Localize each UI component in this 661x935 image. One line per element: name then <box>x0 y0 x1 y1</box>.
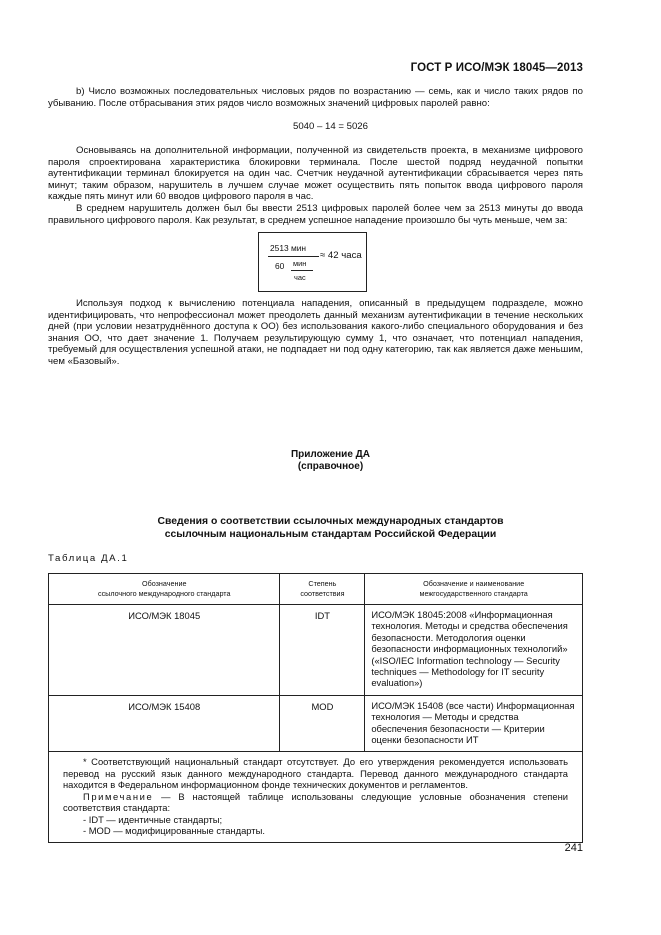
section-title-line: Сведения о соответствии ссылочных международных стандартов <box>157 516 504 527</box>
paragraph-text: В среднем нарушитель должен был бы ввести 2513 цифровых паролей более чем за 2513 минуты до ввода правильного цифрового пароля. Как результат, в среднем успешное нападение произошло бы чуть меньше, чем за: <box>48 202 583 226</box>
paragraph-text: Основываясь на дополнительной информации, полученной из свидетельств проекта, в механизме цифрового пароля спроектирована характеристика блокировки терминала. После шестой подряд неудачной попытки аутентификации терминал блокируется на один час. Счетчик неудачной аутентификации сбрасывается через пять минут; таким образом, нарушитель в лучшем случае может осуществить пять попыток ввода цифрового пароля каждые пять минут или 60 вводов цифрового пароля в час. <box>48 145 583 203</box>
paragraph-block-mid <box>48 145 583 226</box>
header-line: межгосударственного стандарта <box>419 589 528 598</box>
table-notes <box>49 752 583 843</box>
legend-item: - MOD — модифицированные стандарты. <box>83 824 265 836</box>
appendix-title: Приложение ДА <box>290 449 371 460</box>
section-title-line: ссылочным национальным стандартам Российской Федерации <box>164 529 497 540</box>
paragraph-b <box>48 86 583 109</box>
paragraph-text: Используя подход к вычислению потенциала нападения, описанный в предыдущем подразделе, можно идентифицировать, что непрофессионал может преодолеть данный механизм аутентификации в течение нескольких дней (при условии незатруднённого доступа к ОО) без использования какого-либо специального оборудования и без знания ОО, что дает значение 1. Получаем результирующую сумму 1, что означает, что потенциал нападения, требуемый для осуществления успешной атаки, не подпадает ни под одну категорию, так как является даже меньшим, чем «Базовый». <box>48 298 583 367</box>
cell-reference: ИСО/МЭК 15408 <box>49 695 280 752</box>
table-notes-row <box>49 752 583 843</box>
formula-count: 5040 – 14 = 5026 <box>293 121 368 132</box>
cell-degree: IDT <box>280 605 365 696</box>
table-row <box>49 695 583 752</box>
cell-standard-name: ИСО/МЭК 18045:2008 «Информационная технология. Методы и средства обеспечения безопасности. Методология оценки безопасности информационных технологий» («ISO/IEC Information technology — Security techniques — Methodology for IT security evaluation») <box>365 605 583 696</box>
formula-numerator: 2513 мин <box>270 243 307 253</box>
page-number: 241 <box>564 842 583 854</box>
fraction-bar <box>268 256 319 257</box>
formula-denominator-unit-bottom: час <box>294 273 306 282</box>
table-row <box>49 605 583 696</box>
header-line: ссылочного международного стандарта <box>97 589 231 598</box>
column-header <box>49 574 280 605</box>
formula-box <box>258 232 367 292</box>
header-line: Обозначение и наименование <box>423 579 525 589</box>
paragraph-conclusion <box>48 298 583 368</box>
legend-item: - IDT — идентичные стандарты; <box>83 813 223 825</box>
cell-standard-name: ИСО/МЭК 15408 (все части) Информационная технология — Методы и средства обеспечения безопасности — Критерии оценки безопасности ИТ <box>365 695 583 752</box>
appendix-heading <box>0 449 661 472</box>
column-header <box>365 574 583 605</box>
section-title <box>0 515 661 541</box>
fraction-bar-small <box>291 270 313 271</box>
table-caption: Таблица ДА.1 <box>48 553 129 564</box>
column-header <box>280 574 365 605</box>
paragraph-text: b) Число возможных последовательных числовых рядов по возрастанию — семь, как и число таких рядов по убыванию. После отбрасывания этих рядов число возможных значений цифровых паролей равно: <box>48 86 583 109</box>
formula-denominator-unit-top: мин <box>293 259 307 268</box>
appendix-subtitle: (справочное) <box>297 460 364 472</box>
cell-reference: ИСО/МЭК 18045 <box>49 605 280 696</box>
header-line: соответствия <box>300 589 345 598</box>
formula-denominator-value: 60 <box>275 261 285 271</box>
header-line: Обозначение <box>142 579 187 589</box>
table-note <box>63 791 568 814</box>
note-text: — В настоящей таблице использованы следующие условные обозначения степени соответствия стандарта: <box>63 790 568 814</box>
cell-degree: MOD <box>280 695 365 752</box>
table-footnote: * Соответствующий национальный стандарт отсутствует. До его утверждения рекомендуется использовать перевод на русский язык данного международного стандарта. Перевод данного международного стандарта находится в Федеральном информационном фонде технических документов и регламентов. <box>63 756 568 791</box>
document-header: ГОСТ Р ИСО/МЭК 18045—2013 <box>410 62 583 74</box>
correspondence-table <box>48 573 583 843</box>
table-header-row <box>49 574 583 605</box>
note-label: Примечание <box>83 790 154 802</box>
header-line: Степень <box>308 579 337 589</box>
formula-result: ≈ 42 часа <box>320 250 362 261</box>
